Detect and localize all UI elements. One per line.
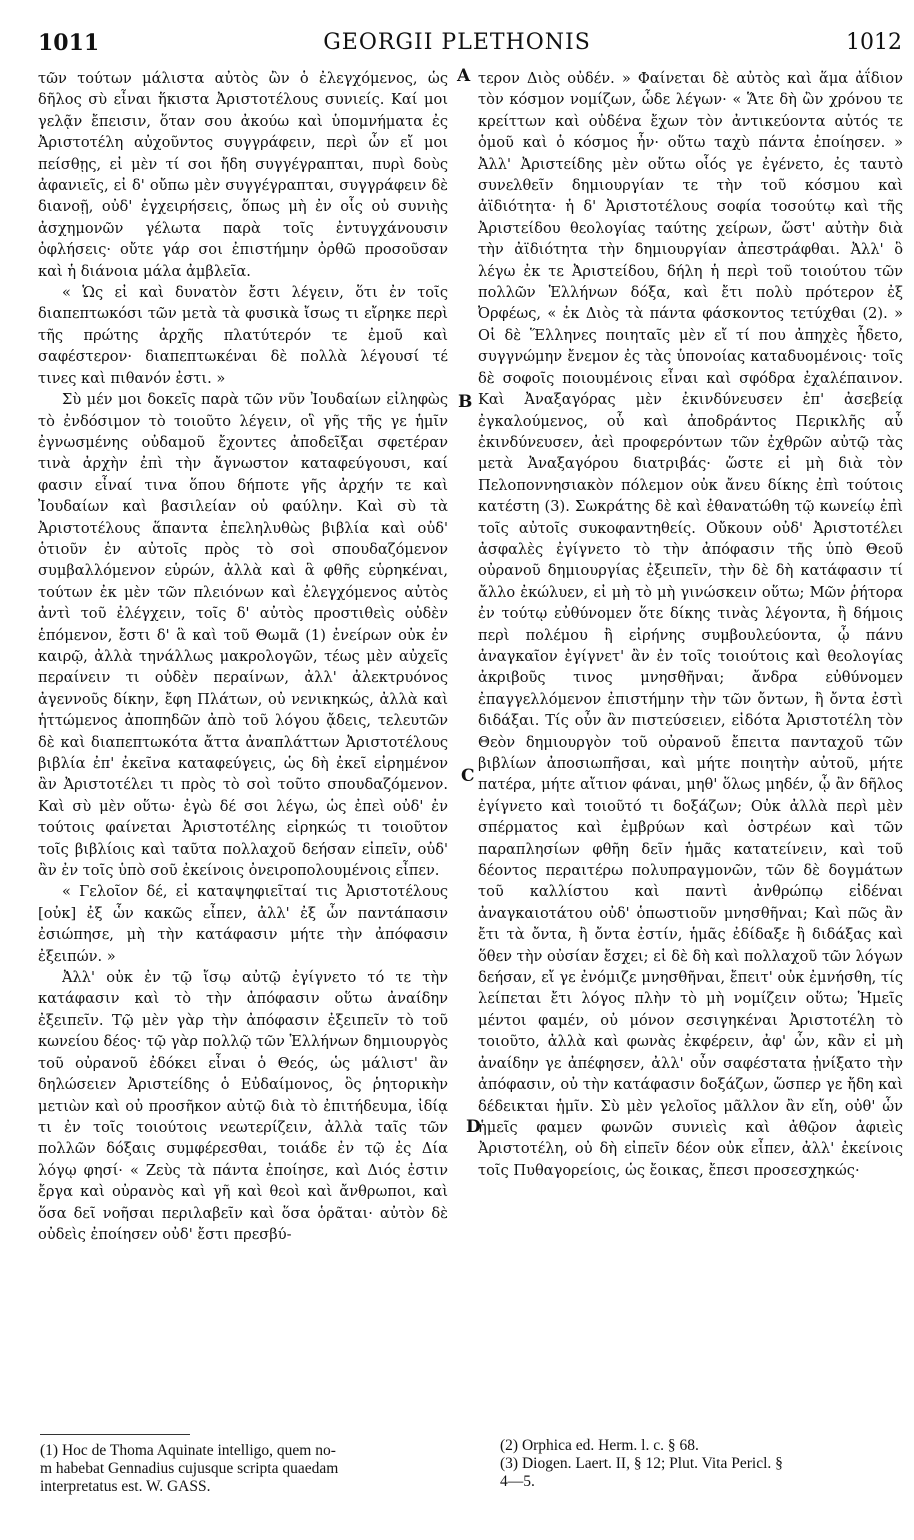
left-page-number: 1011 — [38, 30, 100, 56]
footnote-line: interpretatus est. W. GASS. — [40, 1478, 211, 1495]
footnote-line: m habebat Gennadius cujusque scripta quaedam — [40, 1460, 339, 1477]
footnotes-left — [40, 1442, 470, 1496]
paragraph: « Ὡς εἰ καὶ δυνατὸν ἔστι λέγειν, ὅτι ἐν τοῖς διαπεπτωκόσι τῶν μετὰ τὰ φυσικὰ ἴσως τι εἴρηκε περὶ τῆς πρώτης ἀρχῆς πλατύτερόν τε ἐμοῦ καὶ σαφέστερον· διαπεπτωκέναι δὲ πολλὰ λέγουσί τέ τινες καὶ πιθανόν ἐστι. » — [38, 284, 448, 387]
footnotes-right — [500, 1437, 904, 1491]
margin-letter-a: A — [457, 66, 471, 86]
footnote-line: (2) Orphica ed. Herm. l. c. § 68. — [500, 1437, 699, 1454]
page-header — [0, 30, 914, 66]
paragraph: τερον Διὸς οὐδέν. » Φαίνεται δὲ αὐτὸς καὶ ἅμα ἀΐδιον τὸν κόσμον νομίζων, ὧδε λέγων· « Ἅτε δὴ ὢν χρόνου τε κρείττων καὶ οὐδένα ἔχων τὸν ἀντικεύοντα αὐτός τε ὁμοῦ καὶ ὁ κόσμος ἦν· οὕτω ταχὺ πάντα ἐποίησεν. » Ἀλλ' Ἀριστείδης μὲν οὕτω οἷός γε ἐγένετο, ἐς ταυτὸ συνελθεῖν δημιουργίαν τε τὴν τοῦ κόσμου καὶ ἀϊδιότητα· ἡ δ' Ἀριστοτέλους σοφία τοσούτῳ καὶ τῆς Ἀριστείδου θεολογίας ταύτης χείρων, ὥστ' αὐτὴν διὰ τὴν ἀϊδιότητα τὴν δημιουργίαν ἀπεστράφθαι. Ἀλλ' ὃ λέγω ἐκ τε Ἀριστείδου, δήλη ἡ περὶ τοῦ τοιούτου τῶν πολλῶν Ἑλλήνων δόξα, καὶ ἔτι πολὺ πρότερον ἐξ Ὀρφέως, « ἐκ Διὸς τὰ πάντα φάσκοντος τετύχθαι (2). » Οἱ δὲ Ἕλληνες ποιηταῖς μὲν εἴ τί που ἀπηχὲς ἦδετο, συγγνώμην ἔνεμον ἐς τὰς ὑπονοίας καταδυομένοις· τοῖς δὲ σοφοῖς ποιουμένοις εἶναι καὶ σφόδρα ἐχαλέπαινον. Καὶ Ἀναξαγόρας μὲν ἐκινδύνευσεν ἐπ' ἀσεβείᾳ ἐγκαλούμενος, οὗ καὶ ἀποδράντος Περικλῆς αὖ ἐκινδύνευσεν, ἀεὶ προφερόντων τῶν ἐχθρῶν αὐτῷ τὰς μετὰ Ἀναξαγόρου διατριβάς· ὥστε εἰ μὴ διὰ τὸν Πελοποννησιακὸν πόλεμον οὐκ ἄνευ δίκης ἐπὶ τούτοις κατέστη (3). Σωκράτης δὲ καὶ ἐθανατώθη τῷ κωνείῳ ἐπὶ τοῖς αὐτοῖς συκοφαντηθείς. Οὔκουν οὐδ' Ἀριστοτέλει ἀσφαλὲς ἐγίγνετο τὸ τὴν ἀπόφασιν τῆς ὑπὸ Θεοῦ οὐρανοῦ δημιουργίας ἐξειπεῖν, τὴν δὲ δὴ κατάφασιν τί ἄλλο ἐκώλυεν, εἰ μὴ τὸ μὴ γινώσκειν οὕτω; Μῶν ῥήτορα ἐν τούτῳ εὐθύνομεν ὅτε δίκης τινὰς λέγοντα, ἢ δήμοις περὶ πολέμου ἢ εἰρήνης συμβουλεύοντα, ᾧ πάνυ ἀναγκαῖον ἐγίγνετ' ἂν ἐν τοῖς τοιούτοις καὶ θεολογίας ἀκριβοῦς τινος μνησθῆναι; ἄνδρα εὐθύνομεν ἐπαγγελλόμενον ἐπιστήμην τὴν τῶν ὄντων, ἢ ὄντα ἐστὶ διδάξαι. Τίς οὖν ἂν πιστεύσειεν, εἰδότα Ἀριστοτέλη τὸν Θεὸν δημιουργὸν τοῦ οὐρανοῦ ἔπειτα πανταχοῦ τῶν βιβλίων ἀποσιωπῆσαι, καὶ μήτε ποιητὴν αὐτοῦ, μήτε πατέρα, μήτε αἴτιον φάναι, μηθ' ὅλως μηδέν, ᾧ ἂν δῆλος ἐγίγνετο καὶ τοιοῦτό τι δοξάζων; Οὐκ ἀλλὰ περὶ μὲν σπέρματος καὶ ἐμβρύων καὶ ὀστρέων καὶ τῶν παραπλησίων φθῆη δεῖν ἡμᾶς κατατείνειν, καὶ τοῦ δέοντος περαιτέρω πολυπραγμονῶν, τῶν δὲ δογμάτων τοῦ καλλίστου καὶ παντὶ ἀνθρώπῳ εἰδέναι ἀναγκαιοτάτου οὐδ' ὁπωστιοῦν μνησθῆναι; Καὶ πῶς ἂν ἔτι τὰ ὄντα, ἢ ὄντα ἐστίν, ἡμᾶς ἐδίδαξε ἢ διδάξας καὶ ὅθεν τὴν οὐσίαν ἔσχει; εἰ δὲ δὴ καὶ πολλαχοῦ τῶν λόγων δεήσαν, εἴ γε ἐνόμιζε μνησθῆναι, ἔπειτ' οὐκ ἐμνήσθη, τίς λείπεται ἔτι λόγος πλὴν τὸ μὴ νομίζειν οὕτω; Ἡμεῖς μέντοι φαμέν, οὐ μόνον σεσιγηκέναι Ἀριστοτέλη τὸ τοιοῦτο, ἀλλὰ καὶ φωνὰς ἐκφέρειν, ἀφ' ὧν, κἂν εἰ μὴ ἀναίδην γε ἀπέφησεν, ἀλλ' οὖν σαφέστατα ᾐνίξατο τὴν ἀπόφασιν, οὐ τὴν κατάφασιν δοξάζων, ὥσπερ γε ἤδη καὶ δέδεικται ἡμῖν. Σὺ μὲν γελοῖος μᾶλλον ἂν εἴη, οὐθ' ὧν ἡμεῖς φαμεν φωνῶν συνιεὶς καὶ ἀθῷον ἀφιεὶς Ἀριστοτέλη, οὐ δὴ εἰπεῖν δέον οὐκ εἶπεν, ἀλλ' ἐκείνοις τοῖς Πυθαγορείοις, ὡς ἔοικας, ἔπεσι προσεσχηκώς· — [478, 70, 903, 1179]
right-page-number: 1012 — [846, 30, 902, 55]
margin-letter-d: D — [466, 1117, 481, 1137]
paragraph: Ἀλλ' οὐκ ἐν τῷ ἴσῳ αὐτῷ ἐγίγνετο τό τε τὴν κατάφασιν καὶ τὸ τὴν ἀπόφασιν οὕτω ἀναίδην ἐξειπεῖν. Τῷ μὲν γὰρ τὴν ἀπόφασιν ἐξειπεῖν τὸ τοῦ κωνείου δέος· τῷ γὰρ πολλῷ τῶν Ἑλλήνων δημιουργὸς τοῦ οὐρανοῦ ἐδόκει εἶναι ὁ Θεός, ὡς μάλιστ' ἂν δηλώσειεν Ἀριστείδης ὁ Εὐδαίμονος, ὃς ῥητορικὴν μετιὼν καὶ οὐ προσῆκον αὐτῷ διὰ τὸ ἐπιτήδευμα, ἰδίᾳ τι ἐν τοῖς τοιούτοις νεωτερίζειν, ἀλλὰ ταῖς τῶν πολλῶν δόξαις συμφέρεσθαι, τοιάδε ἐν τῷ ἐς Δία λόγῳ φησί· « Ζεὺς τὰ πάντα ἐποίησε, καὶ Διός ἐστιν ἔργα καὶ οὐρανὸς καὶ γῆ καὶ θεοὶ καὶ ἄνθρωποι, καὶ ὅσα δεῖ νοῆσαι περιλαβεῖν καὶ ὅσα ὁρᾶται· αὐτὸν δὲ οὐδεὶς ἐποίησεν οὐδ' ἔστι πρεσβύ- — [38, 969, 448, 1243]
left-text-column — [38, 68, 448, 1245]
paragraph: τῶν τούτων μάλιστα αὐτὸς ὢν ὁ ἐλεγχόμενος, ὡς δῆλος σὺ εἶναι ἥκιστα Ἀριστοτέλους συνιείς. Καί μοι γελᾷν ἔπεισιν, ὅταν σου ἀκούω καὶ ὑπομνήματα ἐς Ἀριστοτέλη αὐχοῦντος συγγράφειν, περὶ ὧν εἴ μοι πείσθῃς, εἰ μὲν τί σοι ἤδη συγγέγραπται, πυρὶ δοὺς ἀφανιεῖς, εἰ δ' οὔπω μὲν συγγέγραπται, συγγράφειν δὲ διανοῇ, οὐδ' ἐγχειρήσεις, ὅπως μὴ ἐν οἷς οὐ συνιὴς ἀσχημονῶν γέλωτα παρὰ τοῖς ἐντυγχάνουσιν ὀφλήσεις· οὔτε γάρ σοι ἐπιστήμην ὀρθῶ προσοῦσαν καὶ ἡ διάνοια μάλα ἀμβλεῖα. — [38, 70, 448, 280]
margin-letter-c: C — [461, 766, 475, 786]
footnote-line: (1) Hoc de Thoma Aquinate intelligo, quem no- — [40, 1442, 336, 1459]
paragraph: Σὺ μέν μοι δοκεῖς παρὰ τῶν νῦν Ἰουδαίων εἰληφὼς τὸ ἐνδόσιμον τὸ τοιοῦτο λέγειν, οἳ γῆς τῆς γε ἡμῖν ἐγνωσμένης οὐδαμοῦ ἔχοντες ἀποδεῖξαι σφετέραν τινὰ ἀρχὴν ἐπὶ τὴν ἄγνωστον καταφεύγουσι, καί φασιν εἶναί τινα ὅπου δήποτε γῆς ἀρχήν τε καὶ Ἰουδαίων καὶ βασιλείαν οὐ φαύλην. Καὶ σὺ τὰ Ἀριστοτέλους ἅπαντα ἐπεληλυθὼς βιβλία καὶ οὐδ' ὁτιοῦν ἐν αὐτοῖς πρὸς τὸ σοὶ σπουδαζόμενον συμβαλλόμενον εὑρών, ἀλλὰ καὶ ἃ φθῆς εὑρηκέναι, τούτων ἐκ μὲν τῶν πλειόνων καὶ ἐλεγχόμενος αὐτὸς ἀντὶ τοῦ ἐλέγχειν, τοῖς δ' αὐτὸς προστιθεὶς οὐδὲν ἑπόμενον, ἔστι δ' ἃ καὶ τοῦ Θωμᾶ (1) ἐνείρων οὐκ ἐν καιρῷ, ἀλλὰ τηνάλλως μακρολογῶν, τέως μὲν αὐχεῖς περαίνειν τι οὐδὲν περαίνων, ἀλλ' ἀλεκτρυόνος ἀγεννοῦς δίκην, ἔφη Πλάτων, οὐ νενικηκώς, ἀλλὰ καὶ ἡττώμενος ἀποπηδῶν ἀπὸ τοῦ λόγου ᾄδεις, τελευτῶν δὲ καὶ διαπεπτωκότα ἄττα ἀναπλάττων Ἀριστοτέλους βιβλία ἐπ' ἐκεῖνα καταφεύγεις, ὡς δὴ ἐκεῖ εἰρημένον ἂν Ἀριστοτέλει τι πρὸς τὸ σοὶ τοῦτο σπουδαζόμενον. Καὶ σὺ μὲν οὕτω· ἐγὼ δέ σοι λέγω, ὡς ἐπεὶ οὐδ' ἐν τούτοις φαίνεται Ἀριστοτέλης εἰρηκώς τι τοιοῦτον τοῖς βιβλίοις καὶ ταῦτα πολλαχοῦ δεήσαν εἰπεῖν, οὐδ' ἂν ἐν τοῖς ὑπὸ σοῦ ἐκείνοις ὀνειροπολουμένοις εἶπεν. — [38, 391, 448, 880]
margin-letter-b: B — [458, 392, 473, 412]
footnote-rule — [40, 1434, 190, 1435]
right-text-column — [478, 68, 903, 1181]
running-title: GEORGII PLETHONIS — [323, 30, 591, 55]
paragraph: « Γελοῖον δέ, εἰ καταψηφιεῖταί τις Ἀριστοτέλους [οὐκ] ἐξ ὧν κακῶς εἶπεν, ἀλλ' ἐξ ὧν παντάπασιν ἐσιώπησε, μὴ τὴν κατάφασιν μήτε τὴν ἀπόφασιν ἐξειπών. » — [38, 883, 448, 965]
footnote-line: (3) Diogen. Laert. II, § 12; Plut. Vita Pericl. § — [500, 1455, 783, 1472]
footnote-line: 4—5. — [500, 1473, 535, 1490]
